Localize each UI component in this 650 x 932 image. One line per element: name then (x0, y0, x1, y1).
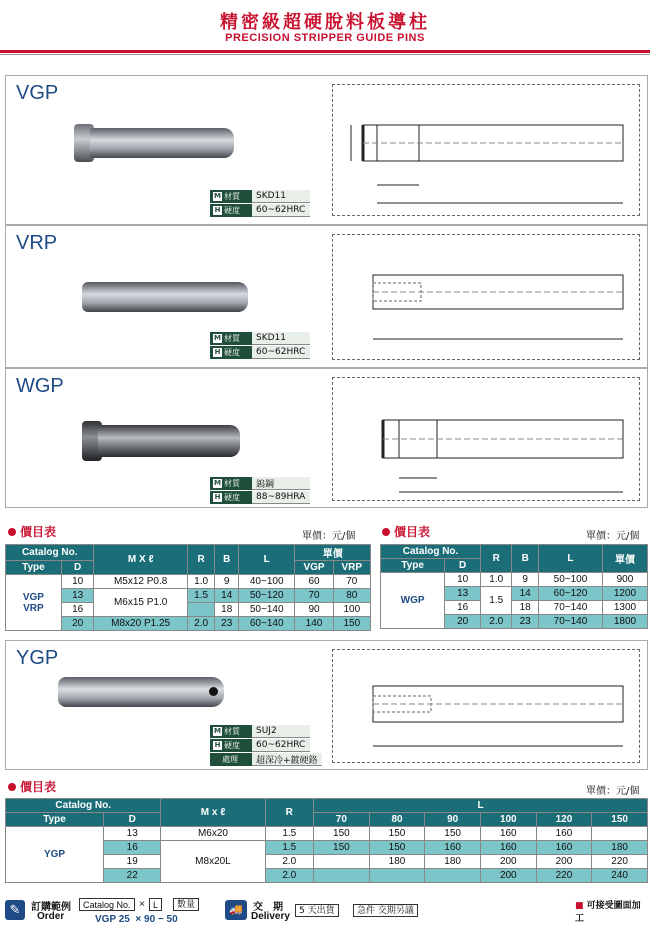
spec-box: M 材質 鎢鋼 H 硬度 88~89HRA (210, 477, 310, 505)
product-ygp (5, 640, 648, 770)
product-name: VRP (16, 232, 58, 254)
order-label-en: Order (37, 911, 65, 922)
table-row: 16 18 70~140 1300 (381, 601, 648, 615)
product-name: WGP (16, 375, 64, 397)
pin-body-image (82, 282, 248, 312)
product-vrp (5, 225, 648, 368)
table-row: 20 M8x20 P1.25 2.0 23 60~140 140 150 (6, 617, 371, 631)
price-table-vgp-vrp: Catalog No. M X ℓ R B L 單價 Type D VGP VRP VGP VRP 10 M5x12 P0.8 1.0 9 40~100 60 70 13 M6x15 P1.0 1.5 14 50~120 70 80 16 18 50~140 90 100 20 M8x20 P1.25 2.0 23 60~140 140 150 (5, 544, 371, 631)
urgent-box: 急件 交期另議 (353, 904, 418, 917)
table-row: 22 2.0 200 220 240 (6, 869, 648, 883)
quantity-box: 數量 (173, 898, 199, 911)
order-label-cn: 訂購範例 (31, 902, 71, 913)
price-heading-1: 價目表 (8, 523, 56, 540)
length-box: L (149, 898, 162, 911)
price-unit-2: 單價：元/個 (586, 531, 640, 542)
delivery-label-en: Delivery (251, 911, 290, 922)
table-row: YGP 13 M6x20 1.5 150 150 150 160 160 (6, 827, 648, 841)
header-rule-thin (0, 54, 650, 55)
material-value: SUJ2 (252, 725, 310, 738)
hardness-value: 60~62HRC (252, 739, 310, 752)
order-icon: ✎ (5, 900, 25, 920)
times-sign: × (139, 899, 145, 910)
header-rule (0, 50, 650, 53)
pin-body-image (58, 677, 224, 707)
pin-body-image (98, 425, 240, 457)
truck-icon: 🚚 (225, 900, 247, 920)
title-cn: 精密級超硬脫料板導柱 (220, 12, 430, 33)
order-footer (5, 898, 648, 928)
hardness-value: 88~89HRA (252, 491, 310, 504)
bullet-icon (8, 528, 16, 536)
price-table-ygp: Catalog No. M x ℓ R L Type D 70 80 90 100 120 150 YGP 13 M6x20 1.5 150 150 150 160 160 16 M8x20L 1.5 150 150 160 160 160 180 19 2.0 180 180 200 200 220 22 2.0 200 220 240 (5, 798, 648, 883)
table-row: 20 2.0 23 70~140 1800 (381, 615, 648, 629)
price-heading-3: 價目表 (8, 778, 56, 795)
table-row: 16 18 50~140 90 100 (6, 603, 371, 617)
table-row: 19 2.0 180 180 200 200 220 (6, 855, 648, 869)
product-vgp (5, 75, 648, 225)
note-text: ■ 可接受圖面加工 (575, 901, 641, 924)
type-cell: WGP (381, 573, 445, 629)
spec-box: M 材質 SUJ2 H 硬度 60~62HRC 處理 超深冷+鍍硬鉻 (210, 725, 322, 767)
table-row: 13 1.5 14 60~120 1200 (381, 587, 648, 601)
material-value: SKD11 (252, 332, 310, 345)
price-unit-1: 單價：元/個 (302, 531, 356, 542)
pin-hole-icon (209, 687, 218, 696)
spec-box: M 材質 SKD11 H 硬度 60~62HRC (210, 190, 310, 218)
table-row: 16 M8x20L 1.5 150 150 160 160 160 180 (6, 841, 648, 855)
product-name: VGP (16, 82, 59, 104)
delivery-days-box: 5 天出貨 (295, 904, 339, 917)
page-header (0, 0, 650, 55)
vgp-dimension-drawing (332, 84, 640, 216)
catalog-no-box: Catalog No. (79, 898, 135, 911)
pin-body-image (90, 128, 234, 158)
product-wgp (5, 368, 648, 508)
delivery-label-cn: 交 期 (253, 902, 283, 913)
bullet-icon (8, 783, 16, 791)
hardness-value: 60~62HRC (252, 346, 310, 359)
wgp-dimension-drawing (332, 377, 640, 501)
price-heading-2: 價目表 (382, 523, 430, 540)
order-example: VGP 25 × 90 − 50 (95, 914, 178, 925)
type-cell: VGP VRP (6, 575, 62, 631)
ygp-dimension-drawing (332, 649, 640, 763)
price-table-wgp: Catalog No. R B L 單價 Type D WGP 10 1.0 9 50~100 900 13 1.5 14 60~120 1200 16 18 70~140 1300 20 2.0 23 70~140 1800 (380, 544, 648, 629)
treatment-value: 超深冷+鍍硬鉻 (252, 753, 322, 766)
title-en: PRECISION STRIPPER GUIDE PINS (225, 32, 425, 44)
material-value: 鎢鋼 (252, 477, 310, 490)
price-unit-3: 單價：元/個 (586, 786, 640, 797)
material-value: SKD11 (252, 190, 310, 203)
table-row: 13 M6x15 P1.0 1.5 14 50~120 70 80 (6, 589, 371, 603)
type-cell: YGP (6, 827, 104, 883)
bullet-icon (382, 528, 390, 536)
vrp-dimension-drawing (332, 234, 640, 360)
square-bullet-icon: ■ (575, 901, 587, 911)
spec-box: M 材質 SKD11 H 硬度 60~62HRC (210, 332, 310, 360)
product-name: YGP (16, 647, 59, 669)
hardness-value: 60~62HRC (252, 204, 310, 217)
